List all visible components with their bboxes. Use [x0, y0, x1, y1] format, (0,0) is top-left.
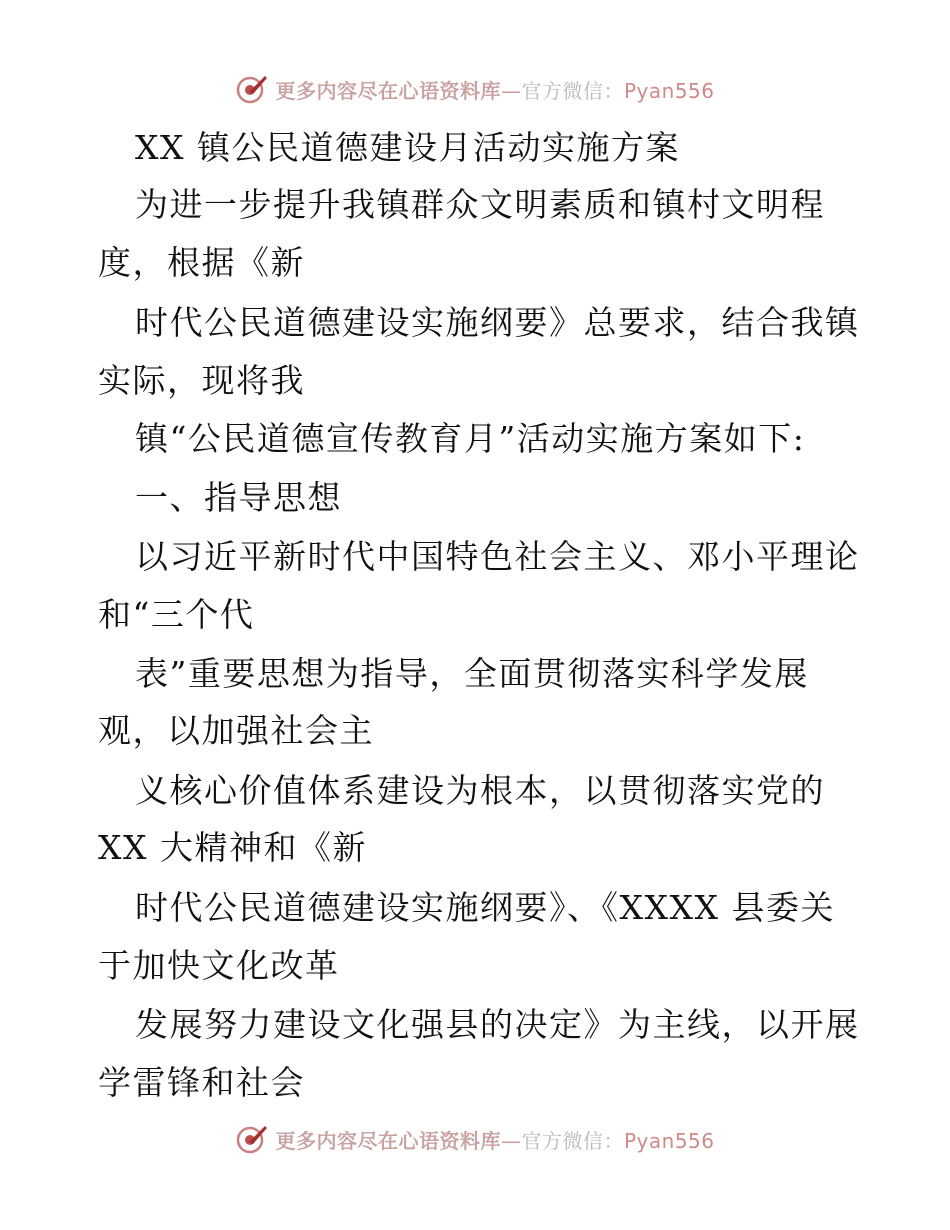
watermark-lead: 更多内容尽在心语资料库 — [275, 1128, 501, 1153]
watermark-text — [275, 75, 714, 104]
paragraph-line: 表”重要思想为指导，全面贯彻落实科学发展 — [135, 654, 809, 693]
watermark-official: 官方微信： — [521, 1128, 624, 1153]
watermark-separator: — — [500, 1128, 522, 1153]
paragraph-line: 镇“公民道德宣传教育月”活动实施方案如下: — [135, 419, 806, 458]
paragraph-line: 和“三个代 — [98, 595, 255, 634]
section-heading: 一、指导思想 — [135, 478, 342, 517]
paragraph-line: 于加快文化改革 — [98, 946, 340, 985]
paragraph-line: 为进一步提升我镇群众文明素质和镇村文明程 — [135, 185, 825, 224]
watermark-banner-bottom — [0, 1122, 950, 1156]
paragraph-line: 观，以加强社会主 — [98, 711, 374, 750]
quill-logo-icon — [235, 1122, 269, 1156]
paragraph-line: XX 大精神和《新 — [98, 828, 367, 867]
paragraph-line: 时代公民道德建设实施纲要》总要求，结合我镇 — [135, 303, 860, 342]
paragraph-line: 以习近平新时代中国特色社会主义、邓小平理论 — [135, 537, 860, 576]
paragraph-line: 时代公民道德建设实施纲要》、《XXXX 县委关 — [135, 888, 835, 927]
watermark-official: 官方微信： — [521, 78, 624, 103]
watermark-lead: 更多内容尽在心语资料库 — [275, 78, 501, 103]
document-title: XX 镇公民道德建设月活动实施方案 — [135, 128, 680, 167]
paragraph-line: 学雷锋和社会 — [98, 1063, 305, 1102]
watermark-wechat-id: Pyan556 — [623, 1128, 715, 1153]
paragraph-line: 度，根据《新 — [98, 243, 305, 282]
quill-logo-icon — [235, 72, 269, 106]
watermark-text — [275, 1125, 714, 1154]
watermark-wechat-id: Pyan556 — [623, 78, 715, 103]
watermark-separator: — — [500, 78, 522, 103]
watermark-banner-top — [0, 72, 950, 106]
paragraph-line: 发展努力建设文化强县的决定》为主线，以开展 — [135, 1005, 860, 1044]
paragraph-line: 义核心价值体系建设为根本，以贯彻落实党的 — [135, 771, 825, 810]
paragraph-line: 实际，现将我 — [98, 361, 305, 400]
